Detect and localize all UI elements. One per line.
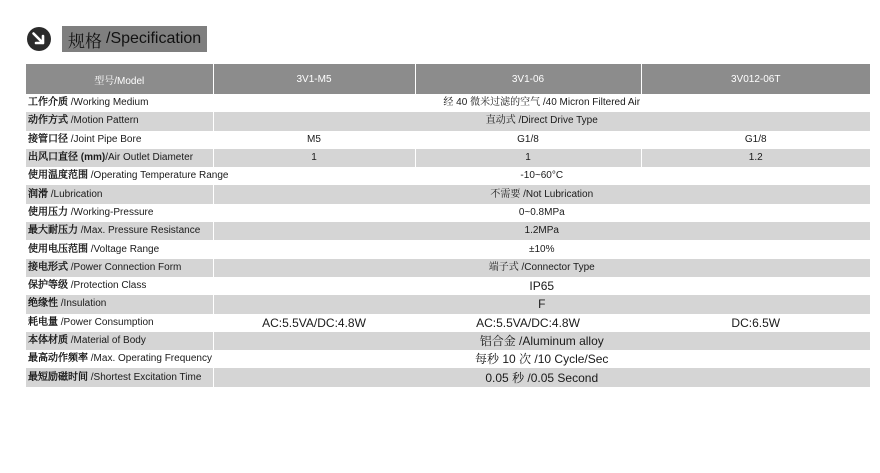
row-label-cn: 使用温度范围 (28, 170, 88, 182)
row-value: 不需要 /Not Lubrication (213, 185, 870, 203)
row-value: 铝合金 /Aluminum alloy (213, 332, 870, 350)
table-body (26, 94, 870, 387)
arrow-circle-icon (26, 26, 52, 52)
row-cell: AC:5.5VA/DC:4.8W (213, 314, 415, 332)
row-label-en: /Protection Class (68, 280, 147, 292)
table-row (26, 277, 870, 295)
table-row (26, 332, 870, 350)
row-label (26, 277, 213, 295)
table-row (26, 131, 870, 149)
row-cell: M5 (213, 131, 415, 149)
row-value: -10~60°C (213, 167, 870, 185)
row-value: 每秒 10 次 /10 Cycle/Sec (213, 350, 870, 368)
row-label-en: /Power Connection Form (68, 261, 182, 273)
row-label-cn: 最高动作频率 (28, 353, 88, 365)
table-row (26, 314, 870, 332)
header-col-1: 3V1-M5 (213, 64, 415, 94)
row-value: 端子式 /Connector Type (213, 259, 870, 277)
row-label (26, 259, 213, 277)
row-value: 0~0.8MPa (213, 204, 870, 222)
row-value: F (213, 295, 870, 313)
table-row (26, 259, 870, 277)
row-label (26, 185, 213, 203)
row-label (26, 204, 213, 222)
header-model: 型号/Model (26, 64, 213, 94)
row-label (26, 131, 213, 149)
row-label (26, 332, 213, 350)
row-cell: G1/8 (641, 131, 870, 149)
table-row (26, 295, 870, 313)
row-label-cn: 本体材质 (28, 335, 68, 346)
row-label-en: /Power Consumption (58, 316, 154, 328)
header-col-3: 3V012-06T (641, 64, 870, 94)
row-label-cn: 最大耐压力 (28, 225, 78, 237)
row-label-en: /Insulation (58, 298, 107, 310)
header-col-2: 3V1-06 (415, 64, 641, 94)
row-label-cn: 出风口直径 (mm) (28, 152, 106, 164)
title-en: /Specification (106, 30, 202, 47)
row-cell: G1/8 (415, 131, 641, 149)
row-label (26, 112, 213, 130)
table-row (26, 240, 870, 258)
table-row (26, 350, 870, 368)
row-label (26, 167, 229, 185)
row-cell: 1.2 (641, 149, 870, 167)
title-cn: 规格 (68, 31, 102, 51)
row-label-en: /Air Outlet Diameter (105, 152, 194, 164)
row-label (26, 368, 213, 386)
row-label-cn: 最短励磁时间 (28, 371, 88, 383)
row-label-en: /Voltage Range (88, 243, 160, 255)
row-cell: AC:5.5VA/DC:4.8W (415, 314, 641, 332)
row-label-cn: 使用电压范围 (28, 243, 88, 255)
table-row (26, 222, 870, 240)
table-header-row (26, 64, 870, 94)
row-label-cn: 保护等级 (28, 280, 68, 292)
row-label-en: /Operating Temperature Range (88, 170, 229, 182)
row-label (26, 350, 213, 368)
table-row (26, 149, 870, 167)
table-row (26, 167, 870, 185)
row-label (26, 314, 213, 332)
section-header (26, 24, 207, 54)
row-label-en: /Max. Pressure Resistance (78, 225, 201, 237)
row-label (26, 240, 213, 258)
row-label-en: /Working Medium (68, 97, 149, 109)
row-label-cn: 接管口径 (28, 133, 68, 145)
row-label-en: /Shortest Excitation Time (88, 371, 202, 383)
row-label-cn: 使用压力 (28, 206, 68, 218)
row-label-en: /Joint Pipe Bore (68, 133, 142, 145)
row-label-en: /Max. Operating Frequency (88, 353, 212, 365)
table-row (26, 368, 870, 386)
row-label (26, 222, 213, 240)
table-row (26, 204, 870, 222)
row-label-cn: 接电形式 (28, 261, 68, 273)
row-label-en: /Working-Pressure (68, 206, 154, 218)
row-label-cn: 润滑 (28, 188, 48, 200)
row-label-en: /Lubrication (48, 188, 103, 200)
row-cell: DC:6.5W (641, 314, 870, 332)
row-label (26, 149, 213, 167)
page-title (62, 26, 207, 52)
row-value: IP65 (213, 277, 870, 295)
row-label-cn: 动作方式 (28, 115, 68, 127)
row-value: ±10% (213, 240, 870, 258)
row-label (26, 295, 213, 313)
row-value: 直动式 /Direct Drive Type (213, 112, 870, 130)
row-label (26, 94, 213, 112)
row-label-en: /Motion Pattern (68, 115, 139, 127)
row-cell: 1 (213, 149, 415, 167)
row-label-cn: 工作介质 (28, 97, 68, 109)
row-cell: 1 (415, 149, 641, 167)
row-label-en: /Material of Body (68, 335, 146, 346)
table-row (26, 112, 870, 130)
row-label-cn: 耗电量 (28, 316, 58, 328)
row-value: 1.2MPa (213, 222, 870, 240)
row-label-cn: 绝缘性 (28, 298, 58, 310)
spec-table (26, 64, 870, 387)
row-value: 经 40 微米过滤的空气 /40 Micron Filtered Air (213, 94, 870, 112)
table-row (26, 185, 870, 203)
row-value: 0.05 秒 /0.05 Second (213, 368, 870, 386)
table-row (26, 94, 870, 112)
